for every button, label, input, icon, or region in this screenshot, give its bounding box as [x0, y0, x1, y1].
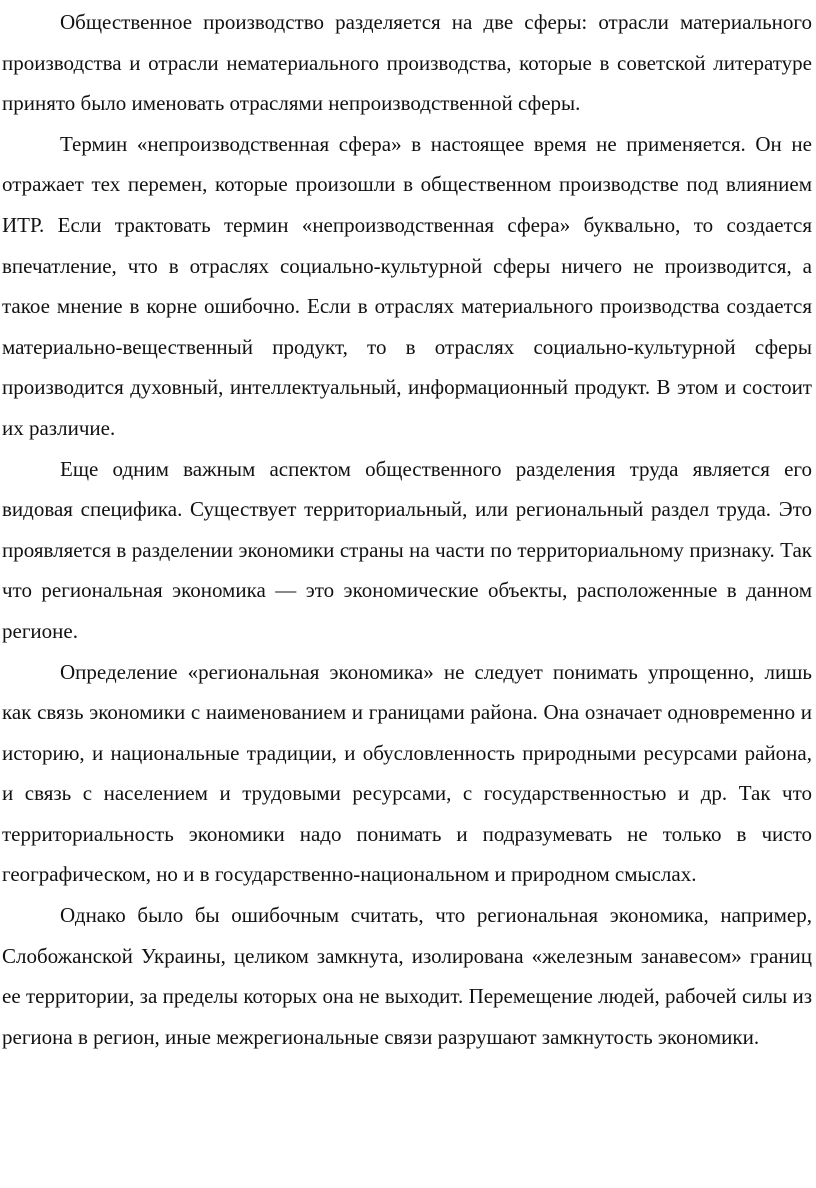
paragraph-3: Еще одним важным аспектом общественного разделения труда является его видовая специфика. Существует территориальный, или региональный раздел труда. Это проявляется в разделении экономики страны на части по территориальному признаку. Так что региональная экономика — это экономические объекты, расположенные в данном регионе.	[2, 456, 812, 643]
paragraph-2: Термин «непроизводственная сфера» в настоящее время не применяется. Он не отражает тех перемен, которые произошли в общественном производстве под влиянием ИТР. Если трактовать термин «непроизводственная сфера» буквально, то создается впечатление, что в отраслях социально-культурной сферы ничего не производится, а такое мнение в корне ошибочно. Если в отраслях материального производства создается материально-вещественный продукт, то в отраслях социально-культурной сферы производится духовный, интеллектуальный, информационный продукт. В этом и состоит их различие.	[2, 131, 812, 440]
paragraph-5: Однако было бы ошибочным считать, что региональная экономика, например, Слобожанской Украины, целиком замкнута, изолирована «железным занавесом» границ ее территории, за пределы которых она не выходит. Перемещение людей, рабочей силы из региона в регион, иные межрегиональные связи разрушают замкнутость экономики.	[2, 903, 812, 1049]
paragraph-1: Общественное производство разделяется на две сферы: отрасли материального производства и отрасли нематериального производства, которые в советской литературе принято было именовать отраслями непроизводственной сферы.	[2, 10, 812, 116]
paragraph-4: Определение «региональная экономика» не следует понимать упрощенно, лишь как связь экономики с наименованием и границами района. Она означает одновременно и историю, и национальные традиции, и обусловленность природными ресурсами района, и связь с населением и трудовыми ресурсами, с государственностью и др. Так что территориальность экономики надо понимать и подразумевать не только в чисто географическом, но и в государственно-национальном и природном смыслах.	[2, 659, 812, 887]
